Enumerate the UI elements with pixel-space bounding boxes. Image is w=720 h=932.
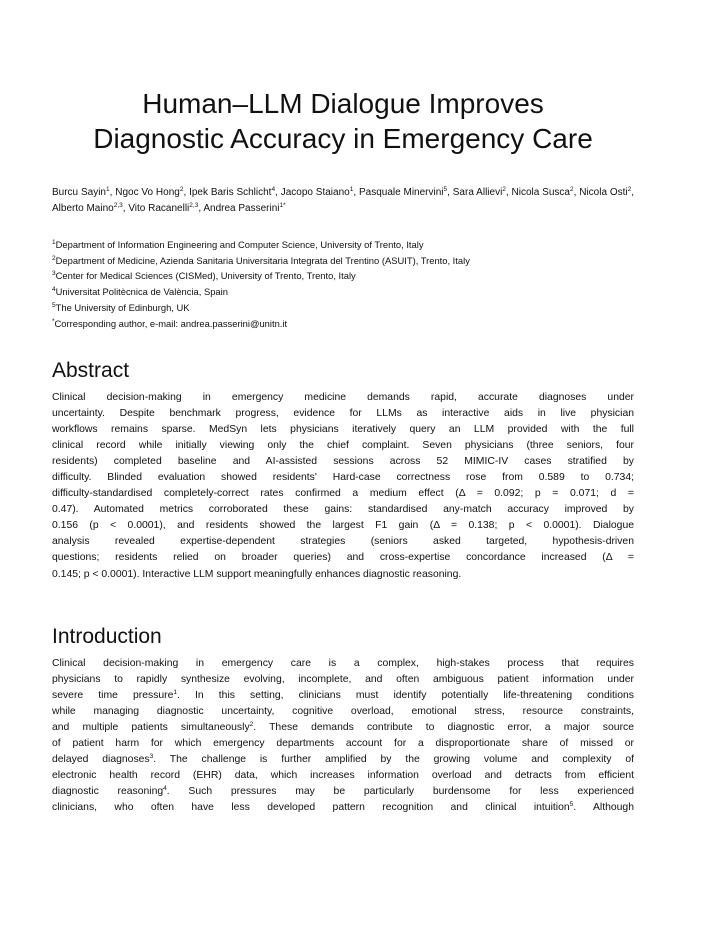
author-name: Sara Allievi$^2$ [452, 186, 506, 198]
abstract-line: uncertainty. Despite benchmark progress, evidence for LLMs as interactive aids in live physician [52, 408, 634, 420]
abstract-line: 0.47). Automated metrics corroborated these gains: standardised any-match accuracy improved by [52, 504, 634, 516]
author-name: Alberto Maino$^{2,3}$ [52, 202, 123, 214]
introduction-line: delayed diagnoses$^3$. The challenge is further amplified by the growing volume and complexity of [52, 753, 634, 766]
author-name: Nicola Osti$^2$ [579, 186, 632, 198]
author-affiliation-marker: 2 [627, 186, 632, 193]
author-affiliation-marker: 4 [271, 186, 276, 193]
author-affiliation-marker: 1* [279, 202, 286, 209]
author-affiliation-marker: 2,3 [189, 202, 199, 209]
abstract-line: 0.145; p < 0.0001). Interactive LLM support meaningfully enhances diagnostic reasoning. [52, 568, 462, 580]
citation-marker: 1 [173, 689, 178, 697]
author-name: Burcu Sayin$^1$ [52, 186, 110, 198]
abstract-line: Clinical decision-making in emergency medicine demands rapid, accurate diagnoses under [52, 392, 634, 403]
author-affiliation-marker: 5 [443, 186, 448, 193]
introduction-line: while managing diagnostic uncertainty, cognitive overload, emotional stress, resource constraints, [52, 706, 634, 718]
abstract-line: analysis revealed expertise-dependent strategies (seniors asked targeted, hypothesis-driven [52, 536, 634, 548]
affiliation-item: $^4$Universitat Politècnica de València, Spain [52, 286, 228, 298]
abstract-line: workflows remains sparse. MedSyn lets physicians iteratively query an LLM provided with the full [52, 424, 634, 436]
title-line-1: Human–LLM Dialogue Improves [142, 88, 544, 119]
affiliation-item: $^5$The University of Edinburgh, UK [52, 301, 190, 313]
author-name: Jacopo Staiano$^1$ [280, 186, 354, 198]
introduction-line: of patient harm for which emergency departments account for a disproportionate share of missed or [52, 738, 634, 750]
affiliation-item: $^1$Department of Information Engineering and Computer Science, University of Trento, Italy [52, 239, 424, 250]
introduction-line: and multiple patients simultaneously$^2$. These demands contribute to diagnostic error, a major source [52, 721, 634, 734]
introduction-body [52, 656, 634, 816]
author-name: Nicola Susca$^2$ [511, 186, 574, 198]
citation-marker: 3 [149, 753, 154, 761]
introduction-line: physicians to rapidly synthesize evolving, incomplete, and often ambiguous patient information under [52, 674, 634, 686]
abstract-line: difficulty. Blinded evaluation showed residents' Hard-case correctness rose from 0.589 to 0.734; [52, 472, 634, 484]
author-name: Andrea Passerini$^{1*}$ [203, 202, 286, 214]
author-affiliation-marker: 1 [349, 186, 354, 193]
author-name: Ngoc Vo Hong$^2$ [115, 186, 184, 198]
abstract-line: difficulty-standardised completely-correct rates confirmed a medium effect (Δ = 0.092; p = 0.071; d = [52, 488, 634, 500]
author-affiliation-marker: 2,3 [113, 202, 123, 209]
author-affiliation-marker: 2 [179, 186, 184, 193]
introduction-line: diagnostic reasoning$^4$. Such pressures may be particularly burdensome for less experienced [52, 785, 635, 798]
author-affiliation-marker: 2 [502, 186, 506, 193]
author-list: Burcu Sayin$^1$, Ngoc Vo Hong$^2$, Ipek Baris Schlicht$^4$, Jacopo Staiano$^1$, Pasquale Minervini$^5$, Sara Allievi$^2$, Nicola Susca$^2$, Nicola Osti$^2$, Alberto Maino$^{2,3}$, Vito Racanelli$^{2,3}$, Andrea Passerini$^{1*}$ [52, 186, 635, 214]
introduction-line: clinicians, who often have less developed pattern recognition and clinical intuition$^5$. Although [52, 801, 634, 814]
introduction-heading: Introduction [52, 625, 162, 648]
citation-marker: 4 [163, 785, 167, 793]
author-affiliation-marker: 1 [105, 186, 110, 193]
introduction-line: Clinical decision-making in emergency care is a complex, high-stakes process that requires [52, 658, 634, 669]
affiliation-item: *Corresponding author, e-mail: andrea.passerini@unitn.it [52, 317, 288, 329]
citation-marker: 2 [249, 721, 254, 729]
citation-marker: 5 [569, 801, 574, 809]
abstract-line: questions; residents relied on broader queries) and cross-expertise concordance increased (Δ = [52, 552, 634, 564]
abstract-line: clinical record while initially viewing only the chief complaint. Seven physicians (three seniors, four [52, 440, 634, 452]
title-line-2: Diagnostic Accuracy in Emergency Care [93, 123, 593, 154]
abstract-heading: Abstract [52, 359, 130, 382]
abstract-body [52, 390, 634, 583]
author-name: Ipek Baris Schlicht$^4$ [189, 186, 276, 198]
affiliation-list [52, 237, 634, 331]
introduction-line: electronic health record (EHR) data, which increases information overload and detracts from efficient [52, 770, 634, 782]
abstract-line: 0.156 (p < 0.0001), and residents showed the largest F1 gain (Δ = 0.138; p < 0.0001). Dialogue [52, 520, 634, 532]
affiliation-item: $^2$Department of Medicine, Azienda Sanitaria Universitaria Integrata del Trentino (ASUIT), Trento, Italy [52, 254, 470, 266]
abstract-line: residents) completed baseline and AI-assisted sessions across 52 MIMIC-IV cases stratified by [52, 456, 634, 468]
introduction-line: severe time pressure$^1$. In this setting, clinicians must identify potentially life-threatening conditions [52, 689, 634, 702]
paper-title [52, 86, 634, 156]
author-affiliation-marker: 2 [569, 186, 574, 193]
affiliation-item: $^3$Center for Medical Sciences (CISMed), University of Trento, Trento, Italy [52, 270, 356, 282]
author-name: Pasquale Minervini$^5$ [358, 186, 448, 198]
author-name: Vito Racanelli$^{2,3}$ [128, 202, 199, 214]
